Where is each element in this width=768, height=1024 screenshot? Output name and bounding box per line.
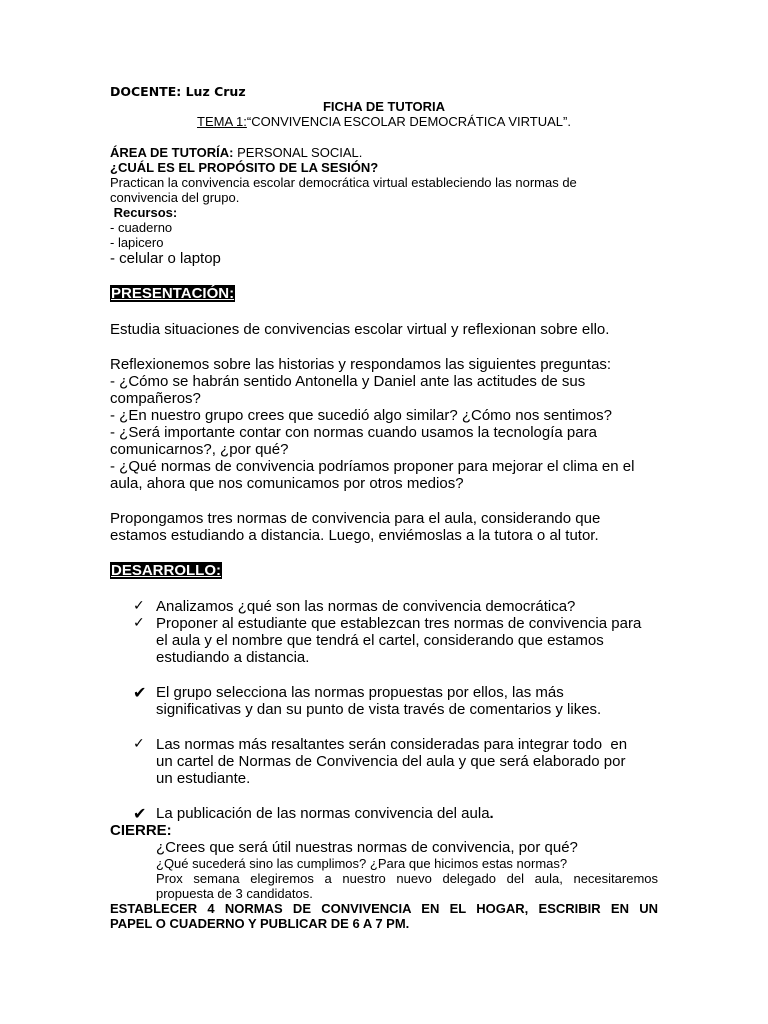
list-item-text: estudiando a distancia. [156, 649, 310, 666]
document-page [110, 84, 658, 931]
list-item-text: significativas y dan su punto de vista través de comentarios y likes. [156, 701, 602, 718]
docente-line: DOCENTE: Luz Cruz [110, 84, 246, 99]
list-item-text: La publicación de las normas convivencia del aula [156, 805, 490, 822]
check-icon: ✓ [133, 615, 145, 631]
desarrollo-heading: DESARROLLO: [111, 562, 221, 579]
list-item-text: el aula y el nombre que tendrá el cartel, considerando que estamos [156, 632, 604, 649]
question-line: aula, ahora que nos comunicamos por otros medios? [110, 475, 464, 492]
resource-item: - celular o laptop [110, 250, 221, 267]
check-icon: ✔ [133, 683, 147, 702]
page-title: FICHA DE TUTORIA [322, 99, 446, 114]
list-item [110, 736, 658, 787]
list-item-text: Analizamos ¿qué son las normas de convivencia democrática? [156, 598, 576, 615]
purpose-text-2: convivencia del grupo. [110, 190, 240, 205]
list-item [110, 805, 658, 822]
check-icon: ✓ [133, 598, 145, 614]
study-line: Estudia situaciones de convivencias escolar virtual y reflexionan sobre ello. [110, 321, 610, 338]
presentacion-heading-row [110, 285, 658, 303]
list-item [110, 684, 658, 718]
resource-item: - cuaderno [110, 220, 173, 235]
cierre-line: ¿Qué sucederá sino las cumplimos? ¿Para que hicimos estas normas? [156, 856, 568, 871]
question-line: - ¿Será importante contar con normas cuando usamos la tecnología para [110, 424, 597, 441]
list-item-text: un estudiante. [156, 770, 251, 787]
question-line: - ¿Qué normas de convivencia podríamos proponer para mejorar el clima en el [110, 458, 635, 475]
list-item-text: Las normas más resaltantes serán consideradas para integrar todo en [156, 736, 628, 753]
desarrollo-list [110, 598, 658, 666]
area-line [110, 145, 658, 160]
desarrollo-heading-row [110, 562, 658, 580]
list-item-period: . [489, 805, 494, 822]
final-instruction: PAPEL O CUADERNO Y PUBLICAR DE 6 A 7 PM. [110, 916, 410, 931]
desarrollo-list [110, 684, 658, 718]
list-item [110, 598, 658, 615]
desarrollo-list [110, 736, 658, 787]
purpose-question: ¿CUÁL ES EL PROPÓSITO DE LA SESIÓN? [110, 160, 379, 175]
propose-line: Propongamos tres normas de convivencia para el aula, considerando que [110, 510, 601, 527]
cierre-line: propuesta de 3 candidatos. [156, 886, 313, 901]
final-instruction: ESTABLECER 4 NORMAS DE CONVIVENCIA EN EL HOGAR, ESCRIBIR EN UN [110, 901, 658, 916]
desarrollo-list [110, 805, 658, 822]
resource-item: - lapicero [110, 235, 164, 250]
tema-prefix: TEMA 1: [197, 114, 247, 129]
propose-line: estamos estudiando a distancia. Luego, enviémoslas a la tutora o al tutor. [110, 527, 599, 544]
check-icon: ✓ [133, 736, 145, 752]
check-icon: ✔ [133, 804, 147, 823]
list-item-text: El grupo selecciona las normas propuestas por ellos, las más [156, 684, 564, 701]
purpose-text-1: Practican la convivencia escolar democrática virtual estableciendo las normas de [110, 175, 577, 190]
cierre-line: ¿Crees que será útil nuestras normas de convivencia, por qué? [156, 839, 578, 856]
question-line: - ¿En nuestro grupo crees que sucedió algo similar? ¿Cómo nos sentimos? [110, 407, 612, 424]
question-line: compañeros? [110, 390, 201, 407]
list-item-text: un cartel de Normas de Convivencia del aula y que será elaborado por [156, 753, 626, 770]
cierre-line: Prox semana elegiremos a nuestro nuevo delegado del aula, necesitaremos [156, 871, 658, 886]
area-value: PERSONAL SOCIAL. [233, 145, 363, 160]
resources-label: Recursos: [110, 205, 178, 220]
area-label: ÁREA DE TUTORÍA: [110, 145, 234, 160]
list-item-text: Proponer al estudiante que establezcan tres normas de convivencia para [156, 615, 642, 632]
list-item [110, 615, 658, 666]
question-line: comunicarnos?, ¿por qué? [110, 441, 289, 458]
reflect-intro: Reflexionemos sobre las historias y respondamos las siguientes preguntas: [110, 356, 612, 373]
presentacion-heading: PRESENTACIÓN: [111, 285, 235, 302]
cierre-heading: CIERRE: [110, 822, 172, 839]
question-line: - ¿Cómo se habrán sentido Antonella y Daniel ante las actitudes de sus [110, 373, 586, 390]
tema-line [110, 114, 658, 129]
tema-text: “CONVIVENCIA ESCOLAR DEMOCRÁTICA VIRTUAL”. [246, 114, 571, 129]
